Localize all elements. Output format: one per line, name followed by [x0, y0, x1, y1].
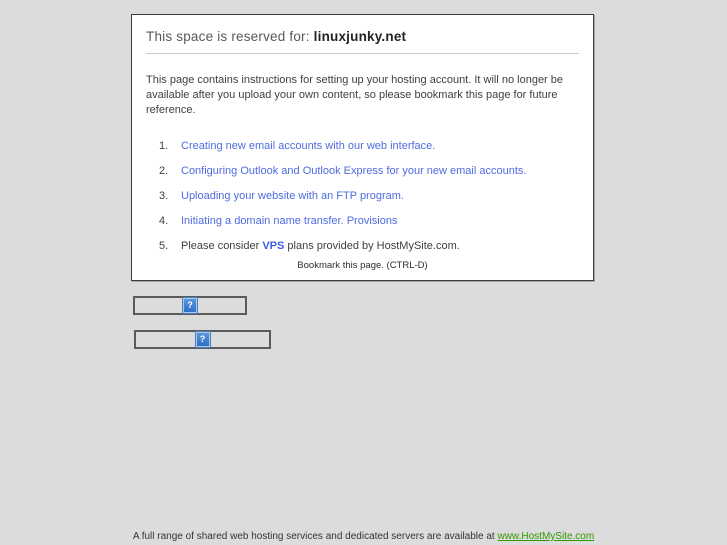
footer-text: A full range of shared web hosting services and dedicated servers are available at	[132, 531, 498, 542]
list-item	[159, 139, 579, 154]
hostmysite-link[interactable]: www.HostMySite.com	[497, 531, 595, 542]
vps-sentence-suffix: plans provided by HostMySite.com.	[284, 240, 460, 252]
list-item-number: 5.	[159, 240, 169, 252]
list-item	[159, 239, 579, 254]
reserved-notice-box	[131, 14, 594, 281]
vps-sentence	[181, 239, 460, 254]
list-item	[159, 214, 579, 229]
title-divider	[146, 53, 579, 54]
list-item-number: 3.	[159, 190, 169, 202]
broken-image-icon: ?	[183, 298, 197, 313]
vps-link[interactable]: VPS	[262, 240, 285, 252]
outlook-config-link[interactable]: Configuring Outlook and Outlook Express for your new email accounts.	[181, 165, 527, 177]
email-accounts-link[interactable]: Creating new email accounts with our web interface.	[181, 140, 436, 152]
list-item-number: 1.	[159, 140, 169, 152]
broken-image-banner-1[interactable]	[133, 296, 247, 315]
page-title-prefix: This space is reserved for:	[146, 29, 314, 44]
domain-transfer-link[interactable]: Initiating a domain name transfer. Provisions	[181, 215, 398, 227]
page-title	[146, 29, 579, 44]
broken-image-icon: ?	[196, 332, 210, 347]
list-item-number: 4.	[159, 215, 169, 227]
vps-sentence-prefix: Please consider	[181, 240, 263, 252]
intro-paragraph: This page contains instructions for setting up your hosting account. It will no longer be available after you upload your own content, so please bookmark this page for future reference.	[146, 74, 564, 116]
broken-image-banner-2[interactable]	[134, 330, 271, 349]
list-item-number: 2.	[159, 165, 169, 177]
footer	[0, 531, 727, 542]
list-item	[159, 164, 579, 179]
list-item	[159, 189, 579, 204]
domain-name: linuxjunky.net	[313, 29, 407, 44]
bookmark-note: Bookmark this page. (CTRL-D)	[297, 260, 428, 271]
ftp-upload-link[interactable]: Uploading your website with an FTP program.	[181, 190, 404, 202]
instructions-list	[159, 139, 579, 254]
